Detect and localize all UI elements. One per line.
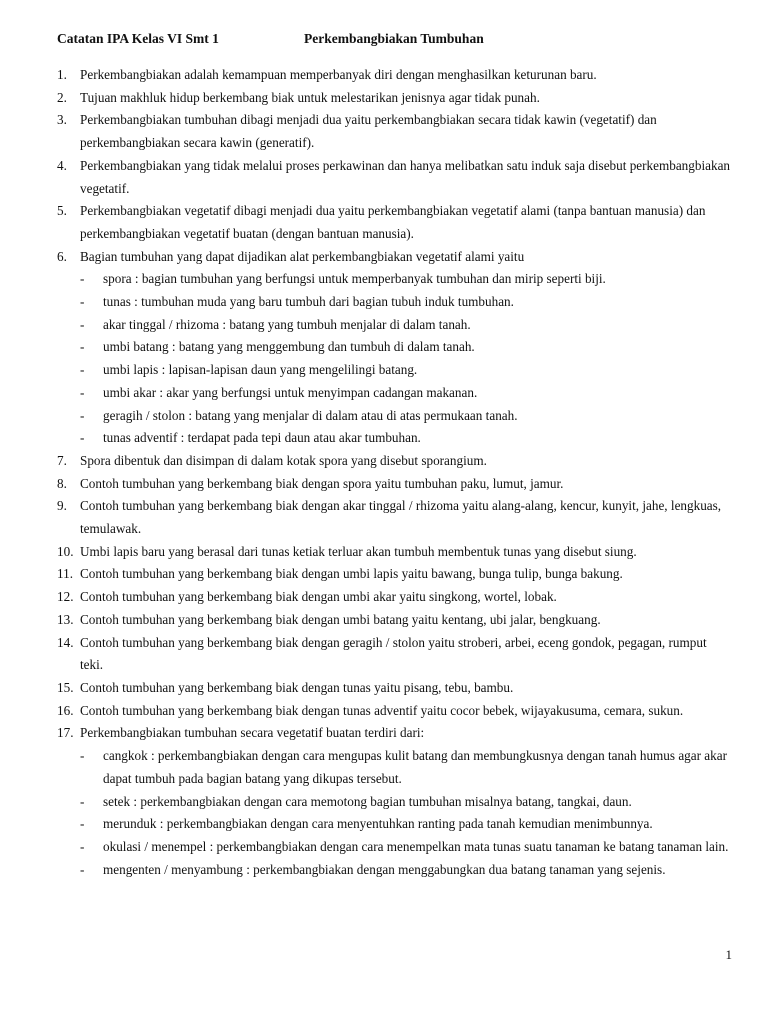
sub-list-item <box>57 359 732 382</box>
sub-list-item <box>57 859 732 882</box>
sub-list-item <box>57 427 732 450</box>
sub-list-item <box>57 791 732 814</box>
sub-list-item-text: setek : perkembangbiakan dengan cara memotong bagian tumbuhan misalnya batang, tangkai, daun. <box>103 793 632 809</box>
sub-list-item-text: tunas : tumbuhan muda yang baru tumbuh dari bagian tubuh induk tumbuhan. <box>103 294 514 310</box>
list-item-number: 2. <box>57 89 67 105</box>
list-item <box>57 109 732 154</box>
list-item-number: 9. <box>57 498 67 514</box>
sub-list-item <box>57 336 732 359</box>
bullet-dash: - <box>80 339 85 355</box>
list-item-number: 15. <box>57 679 74 695</box>
list-item-text: Contoh tumbuhan yang berkembang biak dengan spora yaitu tumbuhan paku, lumut, jamur. <box>80 475 564 491</box>
list-item-number: 1. <box>57 67 67 82</box>
list-item-number: 10. <box>57 543 74 559</box>
list-item <box>57 64 732 87</box>
list-item-text: Contoh tumbuhan yang berkembang biak dengan tunas adventif yaitu cocor bebek, wijayakusuma, cemara, sukun. <box>80 702 684 718</box>
sub-list-item-text: cangkok : perkembangbiakan dengan cara mengupas kulit batang dan membungkusnya dengan tanah humus agar akar dapat tumbuh pada bagian batang yang dikupas tersebut. <box>103 748 727 786</box>
list-item-text: Contoh tumbuhan yang berkembang biak dengan geragih / stolon yaitu stroberi, arbei, eceng gondok, pegagan, rumput teki. <box>80 634 707 673</box>
list-item <box>57 677 732 700</box>
list-item-text: Perkembangbiakan yang tidak melalui proses perkawinan dan hanya melibatkan satu induk saja disebut perkembangbiakan vegetatif. <box>80 157 731 196</box>
list-item-text: Bagian tumbuhan yang dapat dijadikan alat perkembangbiakan vegetatif alami yaitu <box>80 248 525 264</box>
sub-list-item <box>57 382 732 405</box>
list-item-number: 16. <box>57 702 74 718</box>
bullet-dash: - <box>80 271 85 287</box>
list-item <box>57 495 732 540</box>
sub-list-item-text: akar tinggal / rhizoma : batang yang tumbuh menjalar di dalam tanah. <box>103 316 471 332</box>
bullet-dash: - <box>80 316 85 332</box>
list-item-text: Perkembangbiakan tumbuhan secara vegetatif buatan terdiri dari: <box>80 725 425 741</box>
list-item-text: Tujuan makhluk hidup berkembang biak untuk melestarikan jenisnya agar tidak punah. <box>80 89 540 105</box>
list-item-number: 11. <box>57 566 73 582</box>
list-item-number: 5. <box>57 203 67 219</box>
list-item-number: 4. <box>57 157 67 173</box>
list-item <box>57 632 732 677</box>
list-item-text: Contoh tumbuhan yang berkembang biak dengan akar tinggal / rhizoma yaitu alang-alang, kencur, kunyit, jahe, lengkuas, temulawak. <box>80 498 722 537</box>
sub-list-item-text: mengenten / menyambung : perkembangbiakan dengan menggabungkan dua batang tanaman yang sejenis. <box>103 861 666 877</box>
list-item-text: Spora dibentuk dan disimpan di dalam kotak spora yang disebut sporangium. <box>80 452 487 468</box>
page-number: 1 <box>725 947 732 962</box>
bullet-dash: - <box>80 294 85 310</box>
list-item-number: 7. <box>57 452 67 468</box>
sub-list-item <box>57 813 732 836</box>
list-item-text: Contoh tumbuhan yang berkembang biak dengan tunas yaitu pisang, tebu, bambu. <box>80 679 514 695</box>
sub-list-item <box>57 268 732 291</box>
bullet-dash: - <box>80 362 85 378</box>
list-item <box>57 87 732 110</box>
list-item-text: Umbi lapis baru yang berasal dari tunas ketiak terluar akan tumbuh membentuk tunas yang disebut siung. <box>80 543 637 559</box>
list-item-number: 6. <box>57 248 67 264</box>
bullet-dash: - <box>80 793 85 809</box>
list-item-text: Perkembangbiakan adalah kemampuan memperbanyak diri dengan menghasilkan keturunan baru. <box>80 67 597 82</box>
bullet-dash: - <box>80 838 85 854</box>
sub-list-item <box>57 314 732 337</box>
header-left: Catatan IPA Kelas VI Smt 1 <box>57 31 219 46</box>
sub-list-item-text: spora : bagian tumbuhan yang berfungsi untuk memperbanyak tumbuhan dan mirip seperti biji. <box>103 271 606 287</box>
list-item-number: 14. <box>57 634 74 650</box>
list-item-text: Contoh tumbuhan yang berkembang biak dengan umbi batang yaitu kentang, ubi jalar, bengkuang. <box>80 611 601 627</box>
list-item-text: Contoh tumbuhan yang berkembang biak dengan umbi lapis yaitu bawang, bunga tulip, bunga bakung. <box>80 566 623 582</box>
bullet-dash: - <box>80 748 85 764</box>
sub-list-item <box>57 836 732 859</box>
list-item-text: Perkembangbiakan vegetatif dibagi menjadi dua yaitu perkembangbiakan vegetatif alami (tanpa bantuan manusia) dan perkembangbiakan vegetatif buatan (dengan bantuan manusia). <box>80 203 706 241</box>
sub-list-item-text: merunduk : perkembangbiakan dengan cara menyentuhkan ranting pada tanah kemudian menimbunnya. <box>103 816 653 832</box>
list-item <box>57 722 732 745</box>
page-header <box>57 30 728 48</box>
list-item <box>57 246 732 269</box>
list-item-number: 13. <box>57 611 74 627</box>
bullet-dash: - <box>80 407 85 423</box>
sub-list-item-text: umbi batang : batang yang menggembung dan tumbuh di dalam tanah. <box>103 339 475 355</box>
header-right: Perkembangbiakan Tumbuhan <box>304 31 484 46</box>
list-item <box>57 700 732 723</box>
list-item <box>57 541 732 564</box>
sub-list-item-text: umbi lapis : lapisan-lapisan daun yang mengelilingi batang. <box>103 362 418 378</box>
sub-list-item-text: geragih / stolon : batang yang menjalar di dalam atau di atas permukaan tanah. <box>103 407 518 423</box>
bullet-dash: - <box>80 816 85 832</box>
list-item <box>57 200 732 245</box>
list-item-number: 3. <box>57 112 67 128</box>
list-item-number: 8. <box>57 475 67 491</box>
numbered-list <box>57 64 732 881</box>
list-item-text: Perkembangbiakan tumbuhan dibagi menjadi dua yaitu perkembangbiakan secara tidak kawin (vegetatif) dan perkembangbiakan secara kawin (generatif). <box>80 112 657 151</box>
sub-list-item <box>57 745 732 790</box>
sub-list-item-text: umbi akar : akar yang berfungsi untuk menyimpan cadangan makanan. <box>103 384 478 400</box>
list-item-number: 17. <box>57 725 74 741</box>
list-item-number: 12. <box>57 589 74 605</box>
sub-list-item <box>57 405 732 428</box>
sub-list-item-text: okulasi / menempel : perkembangbiakan dengan cara menempelkan mata tunas suatu tanaman ke batang tanaman lain. <box>103 838 729 854</box>
list-item <box>57 586 732 609</box>
list-item <box>57 155 732 200</box>
list-item <box>57 473 732 496</box>
bullet-dash: - <box>80 861 85 877</box>
bullet-dash: - <box>80 384 85 400</box>
sub-list-item <box>57 291 732 314</box>
list-item <box>57 563 732 586</box>
list-item-text: Contoh tumbuhan yang berkembang biak dengan umbi akar yaitu singkong, wortel, lobak. <box>80 589 557 605</box>
bullet-dash: - <box>80 430 85 446</box>
sub-list-item-text: tunas adventif : terdapat pada tepi daun atau akar tumbuhan. <box>103 430 421 446</box>
list-item <box>57 609 732 632</box>
list-item <box>57 450 732 473</box>
